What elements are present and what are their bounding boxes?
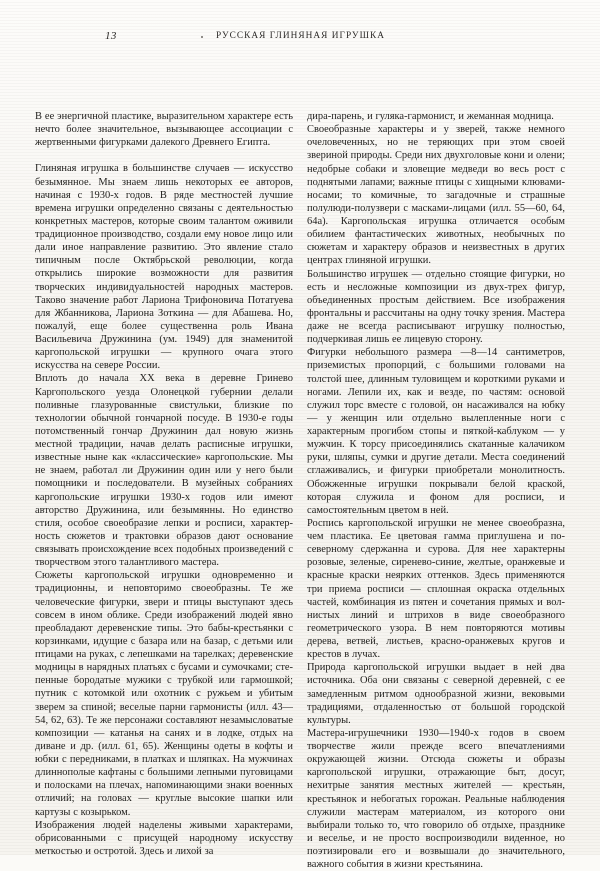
body-paragraph: Большинство игрушек — отдельно стоящие фигурки, но есть и несложные композиции из двух-трех фигур, объединенных простым действием. Все изображения фронтальны и рассчитаны на одну точку зрения. Мастера даже не всегда расписывают игрушку полностью, подчеркивая лишь ее лицевую сторону. xyxy=(307,268,565,346)
running-head xyxy=(35,30,566,46)
page-number: 13 xyxy=(105,30,117,42)
text-column-left xyxy=(35,110,293,858)
body-paragraph: Природа каргопольской игрушки выдает в ней два источника. Оба они связаны с северной деревней, с ее замедленным ритмом однообразной жизни, вековыми традициями, отдаленностью от большой городской культуры. xyxy=(307,662,565,726)
body-paragraph: Вплоть до начала XX века в деревне Гринево Каргопольского уезда Олонецкой губернии делали поливные глазурованные свистульки, близкие по технологии обычной гончарной посуде. В 1930-е годы потомственный гончар Дружинин дал новую жизнь местной традиции, начав делать расписные игрушки, известные ныне как «классические» каргопольские. Мы не знаем, работал ли Дружинин один или у него были помощники и последователи. В музейных собраниях каргопольские игрушки 1930-х годов или имеют авторство Дружинина, или безымянны. Но единство стиля, особое своеобразие лепки и росписи, характерность сюжетов и трактовки образов дают основание связывать происхождение всех подобных произведений с творчеством этого талантливого мастера. xyxy=(35,373,293,569)
body-paragraph: Своеобразные характеры и у зверей, также немного очеловеченных, но не теряющих при этом своей звериной природы. Среди них двухголовые кони и олени; недобрые собаки и зловещие медведи во весь рост с поднятыми лапами; важные птицы с хищными клювами-носами; то комичные, то загадочные и страшные полулюди-полузвери с масками-лицами (илл. 55—60, 64, 64а). Каргопольская игрушка отличается особым обилием фантастических животных, необычных по сюжетам и характеру образов и неизвестных в других центрах глиняной игрушки. xyxy=(307,124,565,267)
body-paragraph: Фигурки небольшого размера —8—14 сантиметров, приземистых пропорций, с большими головами на толстой шее, длинным туловищем и короткими руками и ногами. Лепили их, как и везде, по частям: основой служил торс вместе с головой, он насаживался на юбку — у женщин или отдельно вылепленные ноги с характерным прогибом стопы и пяткой-каблуком — у мужчин. К торсу присоединялись скатанные калачиком руки, шляпы, сумки и другие детали. Места соединений сглаживались, и фигурки приобретали монолитность. Обожженные игрушки покрывали белой краской, которая служила и фоном для росписи, и самостоятельным цветом в ней. xyxy=(307,347,565,516)
running-head-title: РУССКАЯ ГЛИНЯНАЯ ИГРУШКА xyxy=(215,31,386,41)
body-paragraph: Роспись каргопольской игрушки не менее своеобразна, чем пластика. Ее цветовая гамма приглушена и по-северному сдержанна и сурова. Для нее характерны розовые, зеленые, сиренево-синие, желтые, оранжевые и красные краски неярких оттенков. Здесь применяются три приема росписи — сплошная окраска отдельных частей, комбинация из пятен и сочетания прямых и волнистых линий и штрихов в виде своеобразного геометрического узора. В нем повторяются мотивы дерева, ветвей, листьев, красно-оранжевых кругов и крестов в лучах. xyxy=(307,517,565,661)
body-paragraph: Глиняная игрушка в большинстве случаев — искусство безымянное. Мы знаем лишь некоторых ее авторов, начиная с 1930-х годов. В ряде местностей лучшие времена игрушки определенно связаны с деятельностью конкретных мастеров, которые своим талантом оживили традиционное производство, создали ему новое лицо или дали иное направление развитию. Это явление стало типичным после Октябрьской революции, когда открылись широкие возможности для развития творческих индивидуальностей народных мастеров. Таково значение работ Лариона Трифоновича Потатуева для Жбанникова, Лариона Зоткина — для Абашева. Но, пожалуй, еще более существенна роль Ивана Васильевича Дружинина (ум. 1949) для знаменитой каргопольской игрушки — крупного очага этого искусства на севере России. xyxy=(35,163,293,372)
text-column-right xyxy=(307,110,565,871)
body-paragraph: Мастера-игрушечники 1930—1940-х годов в своем творчестве жили прежде всего впечатлениями окружающей жизни. Отсюда сюжеты и образы каргопольской игрушки, отражающие быт, досуг, нехитрые занятия местных жителей — крестьян, крестьянок и небогатых горожан. Реальные наблюдения служили мастерам материалом, из которого они выбирали только то, что говорило об отдыхе, празднике и веселье, и не просто воспроизводили виденное, но поэтизировали его и возвышали до значительного, важного события в жизни крестьянина. xyxy=(307,727,565,871)
body-paragraph: В ее энергичной пластике, выразительном характере есть нечто более значительное, вызывающее ассоциации с жертвенными фигурками далекого Древнего Египта. xyxy=(35,111,293,149)
body-paragraph: Сюжеты каргопольской игрушки одновременно и традиционны, и неповторимо своеобразны. Те же человеческие фигурки, звери и птицы выступают здесь совсем в ином облике. Среди изображений людей явно преобладают деревенские типы. Это бабы-крестьянки с корзинками, идущие с базара или на базар, с детьми или птицами на руках, с лепешками на тарелках; деревенские модницы в нарядных платьях с бусами и сумочками; степенные бородатые мужики с трубкой или гармошкой; путник с котомкой или охотник с ружьем и убитым зверем за спиной; веселые парни гармонисты (илл. 43—54, 62, 63). Те же персонажи составляют незамысловатые композиции — катанья на санях и в лодке, отдых на диване и др. (илл. 61, 65). Женщины одеты в кофты и юбки с передниками, в платках и шляпках. На мужчинах длиннополые кафтаны с большими лепными пуговицами и полосками на плечах, напоминающими знаки военных отличий; на головах — круглые высокие шапки или картузы с козырьком. xyxy=(35,570,293,818)
body-paragraph: дира-парень, и гуляка-гармонист, и жеманная модница. xyxy=(307,111,554,122)
two-column-body xyxy=(35,110,566,871)
body-paragraph: Изображения людей наделены живыми характерами, обрисованными с присущей народному искусству меткостью и остротой. Здесь и лихой за xyxy=(35,819,293,857)
